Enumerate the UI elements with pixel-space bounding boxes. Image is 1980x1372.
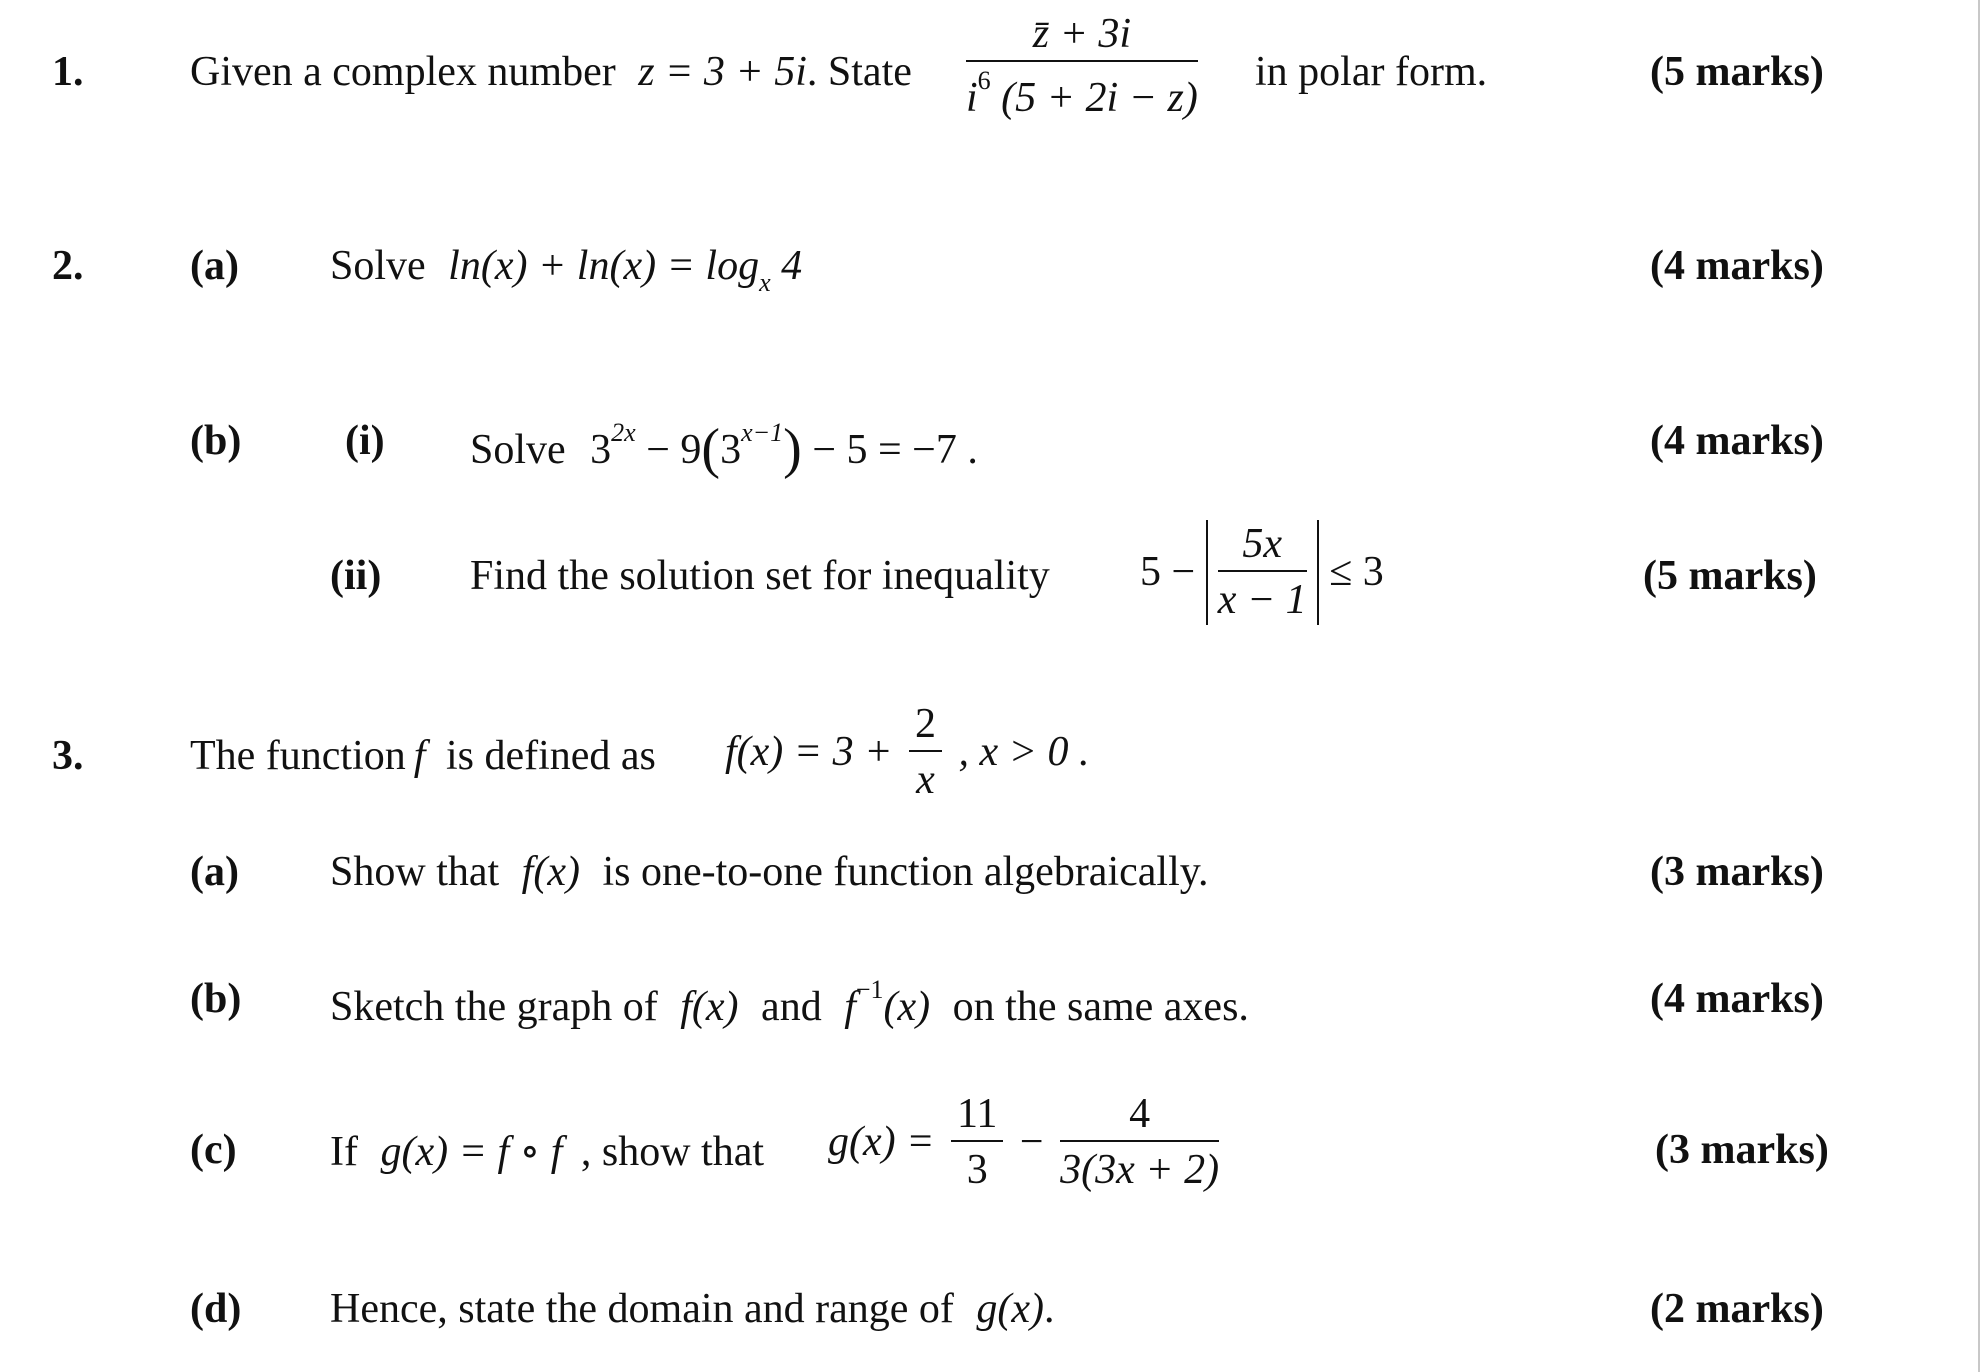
marks-label: (3 marks) — [1650, 849, 1824, 895]
text-before: Given a complex number — [190, 49, 616, 95]
question-number: 3. — [52, 733, 84, 779]
marks-label: (3 marks) — [1655, 1127, 1829, 1173]
absolute-value — [1206, 520, 1319, 625]
question-number: 1. — [52, 49, 84, 95]
fraction-denominator: $i^6$ (5 + 2i − z) — [966, 66, 1198, 122]
subpart-text: Solve $3^{2x} - 9(3^{x-1}) - 5 = -7$ . — [470, 418, 978, 480]
text-after: in polar form. — [1255, 49, 1488, 95]
marks-label: (2 marks) — [1650, 1286, 1824, 1332]
part-text: Solve $\ln(x) + \ln(x) = \log_x 4$ — [330, 243, 803, 297]
fraction-denominator: x — [916, 757, 935, 804]
subpart-label: (i) — [345, 418, 385, 464]
marks-label: (4 marks) — [1650, 418, 1824, 464]
inequality: 5 − $\frac{5x}{x - 1}$ ≤ 3 — [1140, 521, 1384, 624]
log-equation: $\ln(x) + \ln(x) = \log_x 4$ — [448, 243, 803, 297]
fraction-denominator: 3 — [966, 1147, 988, 1194]
part-text: If g(x) = f ∘ f , show that — [330, 1129, 765, 1175]
question-text: The function f is defined as — [190, 733, 656, 779]
fraction-numerator: 5x — [1218, 520, 1307, 572]
question-number: 2. — [52, 243, 84, 289]
subpart-text: Find the solution set for inequality — [470, 553, 1050, 599]
part-text: Sketch the graph of f(x) and $f^{-1}(x)$ on the same axes. — [330, 975, 1249, 1030]
part-text: Hence, state the domain and range of g(x). — [330, 1286, 1055, 1332]
part-label: (b) — [190, 976, 242, 1022]
text-state: . State — [806, 49, 912, 95]
subpart-label: (ii) — [330, 553, 382, 599]
exponential-equation: $3^{2x} - 9(3^{x-1}) - 5 = -7$ . — [590, 418, 978, 480]
fraction-numerator: z̄ + 3i — [966, 10, 1198, 62]
part-text: Show that f(x) is one-to-one function algebraically. — [330, 849, 1209, 895]
part-label: (a) — [190, 243, 239, 289]
fraction-denominator: 3(3x + 2) — [1060, 1147, 1220, 1194]
marks-label: (5 marks) — [1650, 49, 1824, 95]
part-label: (a) — [190, 849, 239, 895]
function-definition: f(x) = 3 + $\frac{2}{x}$ , x > 0 . — [725, 701, 1090, 804]
part-label: (c) — [190, 1127, 237, 1173]
fraction-numerator: 2 — [909, 700, 942, 752]
marks-label: (4 marks) — [1650, 976, 1824, 1022]
marks-label: (5 marks) — [1643, 553, 1817, 599]
fraction-numerator: 4 — [1060, 1090, 1219, 1142]
fraction-denominator: x − 1 — [1217, 577, 1307, 624]
complex-fraction — [960, 10, 1204, 123]
g-expression: g(x) = $\frac{11}{3}$ − $\frac{4}{3(3x + 2)}$ — [828, 1091, 1220, 1194]
fraction-numerator: 11 — [951, 1090, 1003, 1142]
part-label: (d) — [190, 1286, 242, 1332]
question-text — [190, 48, 912, 96]
part-label: (b) — [190, 418, 242, 464]
marks-label: (4 marks) — [1650, 243, 1824, 289]
z-definition: z = 3 + 5i — [638, 49, 807, 95]
